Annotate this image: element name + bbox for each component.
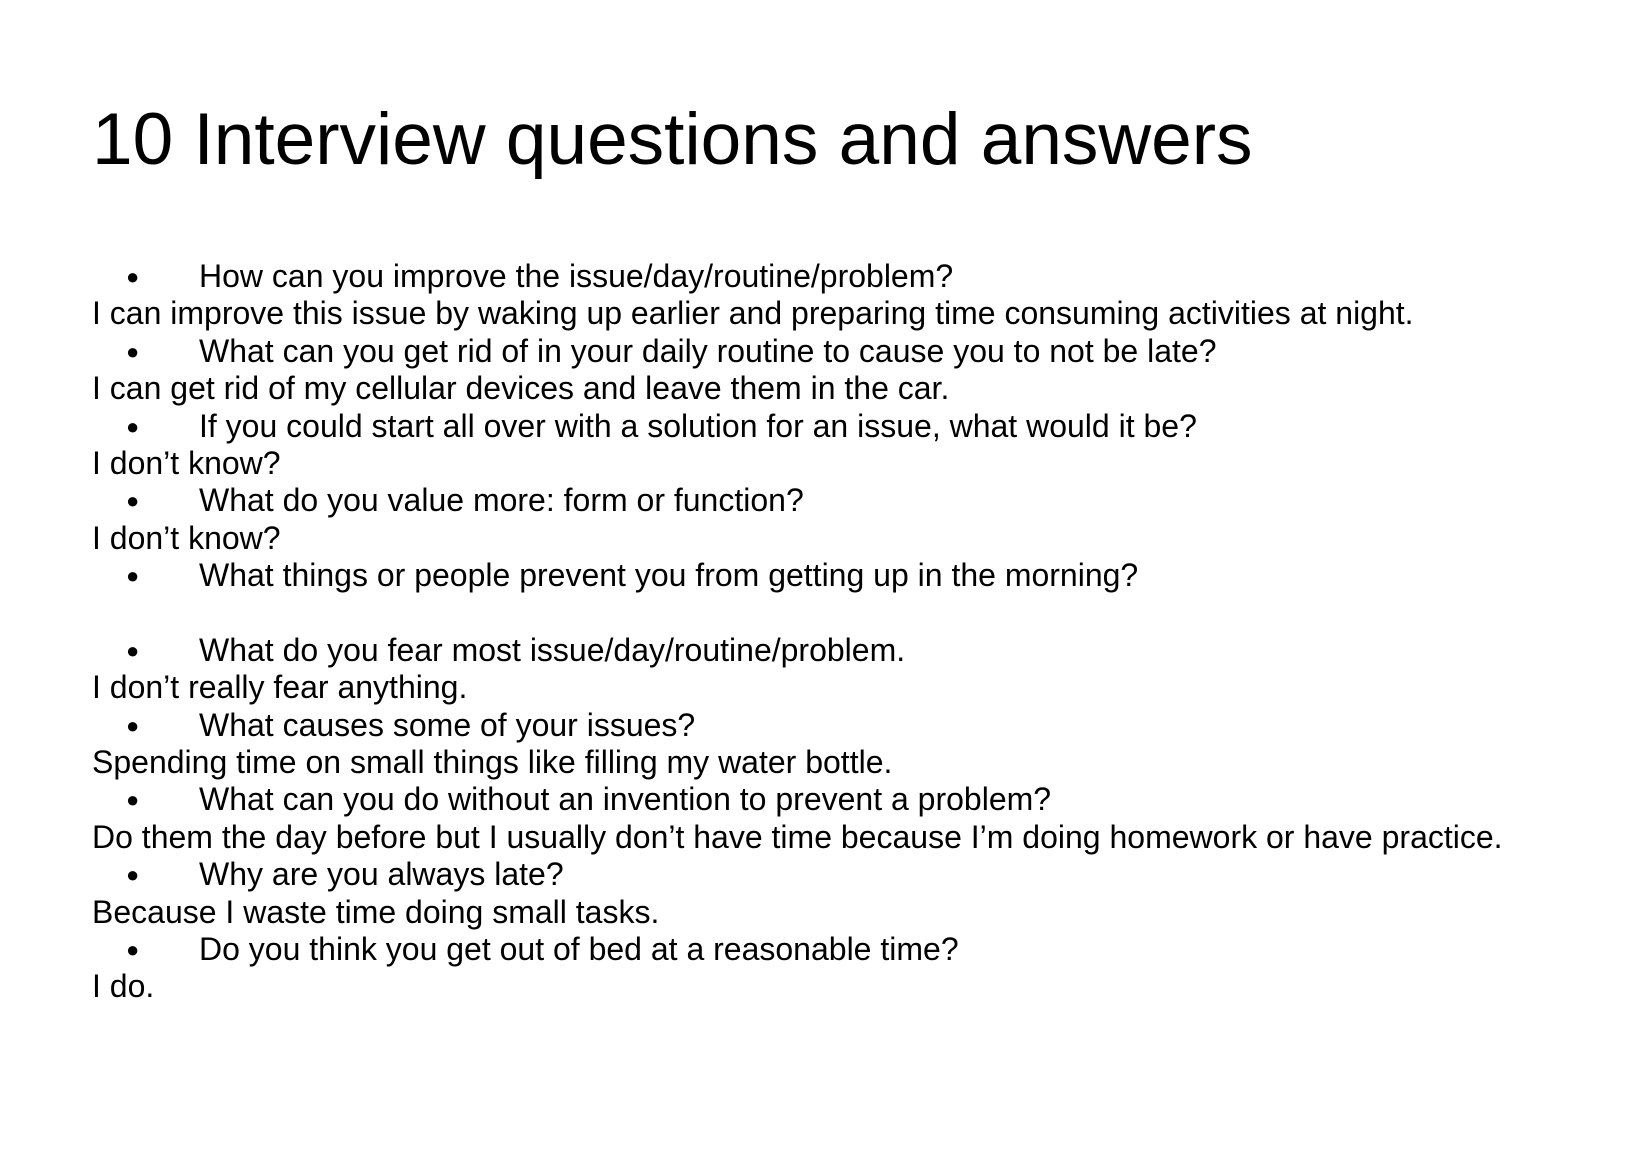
question-text: Why are you always late?: [199, 856, 564, 893]
answer-text: I don’t really fear anything.: [92, 669, 468, 706]
question-item: [92, 931, 1622, 968]
answer-text: I do.: [92, 968, 155, 1005]
question-text: Do you think you get out of bed at a reasonable time?: [199, 931, 959, 968]
answer-text: Do them the day before but I usually don’t have time because I’m doing homework or have practice.: [92, 818, 1503, 855]
document-title: 10 Interview questions and answers: [92, 99, 1253, 180]
question-text: What can you do without an invention to prevent a problem?: [199, 781, 1052, 818]
question-text: What do you value more: form or function?: [199, 482, 804, 519]
bullet-icon: ●: [126, 488, 140, 514]
bullet-icon: ●: [126, 264, 140, 289]
answer-text: I don’t know?: [92, 519, 281, 556]
bullet-icon: ●: [126, 787, 140, 813]
answer-text: Because I waste time doing small tasks.: [92, 893, 660, 930]
question-text: How can you improve the issue/day/routine/problem?: [199, 258, 954, 294]
question-item: [92, 856, 1622, 893]
question-item: [92, 333, 1622, 370]
question-text: What things or people prevent you from getting up in the morning?: [199, 557, 1139, 594]
answer-text: I don’t know?: [92, 444, 281, 481]
bullet-icon: ●: [126, 563, 140, 589]
answer-text: I can improve this issue by waking up earlier and preparing time consuming activities at night.: [92, 295, 1414, 332]
bullet-icon: ●: [126, 637, 140, 663]
question-text: What causes some of your issues?: [199, 706, 696, 743]
question-item: [92, 707, 1622, 744]
bullet-icon: ●: [126, 413, 140, 439]
question-item: [92, 258, 1622, 295]
question-text: What can you get rid of in your daily routine to cause you to not be late?: [199, 332, 1217, 369]
bullet-icon: ●: [126, 338, 140, 364]
empty-answer-line: [92, 595, 1622, 632]
question-item: [92, 781, 1622, 818]
answer-text: I can get rid of my cellular devices and leave them in the car.: [92, 370, 950, 407]
question-item: [92, 408, 1622, 445]
bullet-icon: ●: [126, 712, 140, 738]
question-text: What do you fear most issue/day/routine/problem.: [199, 631, 906, 668]
question-item: [92, 557, 1622, 594]
document-page: [92, 0, 1612, 1152]
qa-list: [92, 258, 1622, 1006]
answer-text: Spending time on small things like filling my water bottle.: [92, 744, 893, 781]
question-item: [92, 482, 1622, 519]
question-item: [92, 632, 1622, 669]
bullet-icon: ●: [126, 862, 140, 888]
bullet-icon: ●: [126, 937, 140, 963]
question-text: If you could start all over with a solution for an issue, what would it be?: [199, 407, 1197, 444]
